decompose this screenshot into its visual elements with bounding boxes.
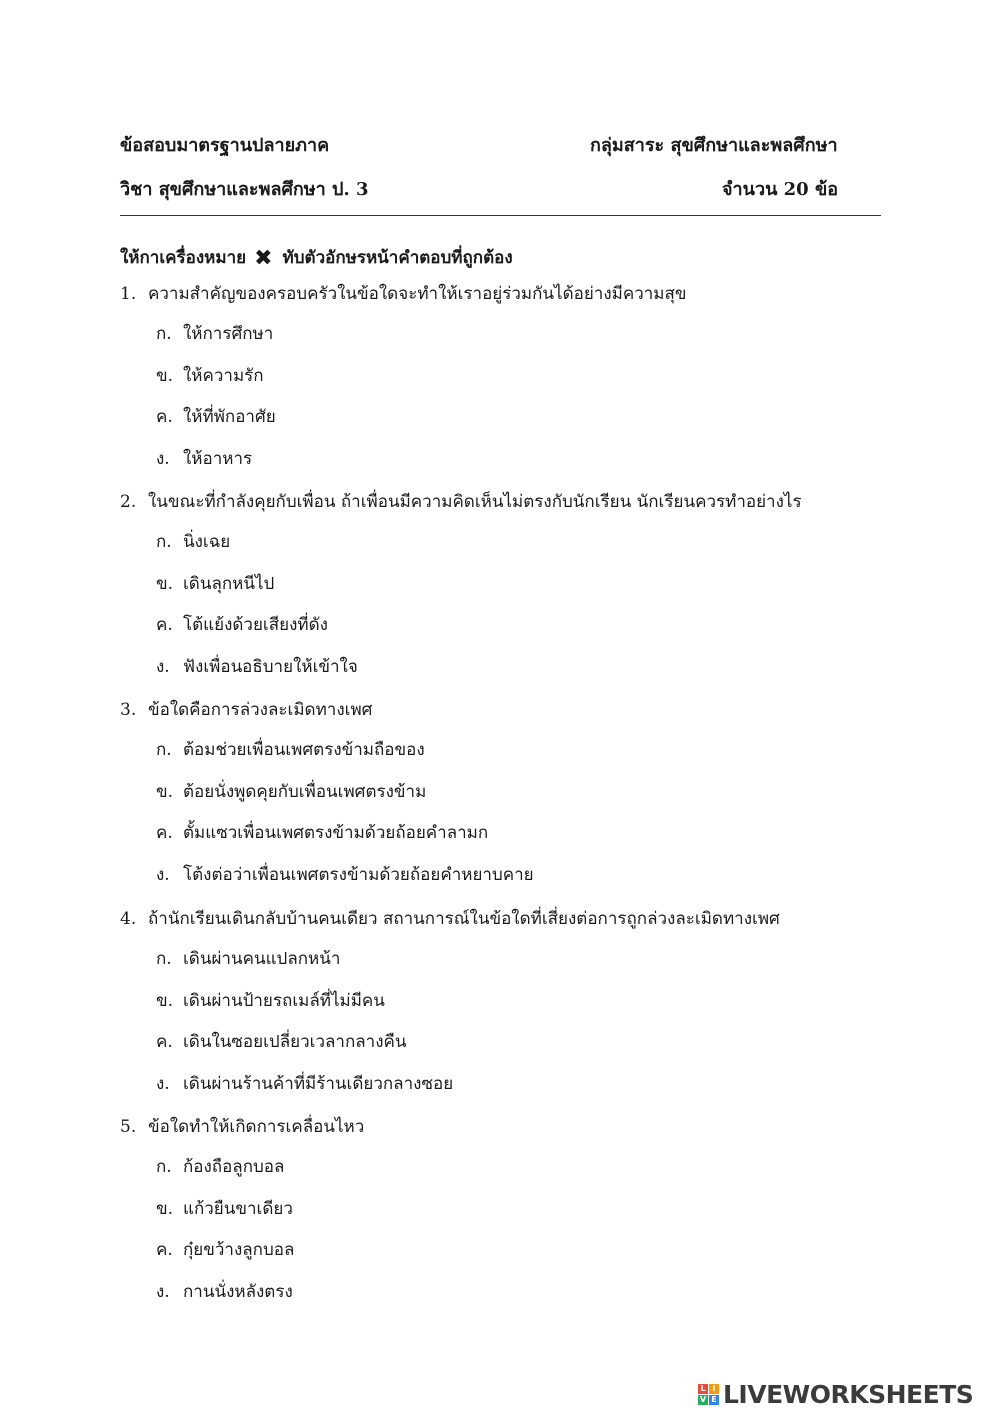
instruction-text-after: ทับตัวอักษรหน้าคำตอบที่ถูกต้อง: [282, 248, 513, 268]
option-text: โต้งต่อว่าเพื่อนเพศตรงข้ามด้วยถ้อยคำหยาบคาย: [183, 865, 534, 886]
option-text: เดินผ่านป้ายรถเมล์ที่ไม่มีคน: [183, 990, 385, 1011]
option-label: ข.: [156, 781, 174, 802]
question-text: ความสำคัญของครอบครัวในข้อใดจะทำให้เราอยู่ร่วมกันได้อย่างมีความสุข: [148, 284, 687, 304]
question-2: [120, 488, 802, 515]
instruction-text-before: ให้กาเครื่องหมาย: [120, 248, 247, 268]
option-text: เดินผ่านร้านค้าที่มีร้านเดียวกลางซอย: [183, 1074, 454, 1095]
option-label: ก.: [156, 532, 172, 552]
question-5-option-4[interactable]: [156, 1278, 293, 1305]
question-3-option-3[interactable]: [156, 819, 488, 846]
question-2-option-3[interactable]: [156, 611, 328, 638]
question-3-option-4[interactable]: [156, 861, 534, 888]
logo-letter-v: V: [699, 1394, 707, 1404]
option-label: ข.: [156, 365, 174, 386]
option-label: ค.: [156, 407, 173, 428]
question-1: [120, 280, 687, 307]
question-4-option-3[interactable]: [156, 1028, 407, 1055]
question-3: [120, 696, 372, 723]
logo-letter-i: I: [709, 1384, 719, 1394]
question-5-option-1[interactable]: [156, 1153, 284, 1180]
brand-name: LIVEWORKSHEETS: [723, 1379, 974, 1409]
option-text: ก้องถือลูกบอล: [183, 1157, 285, 1177]
question-2-option-2[interactable]: [156, 570, 274, 597]
question-2-option-4[interactable]: [156, 653, 358, 680]
option-text: ให้ความรัก: [183, 365, 264, 386]
option-label: ง.: [156, 1074, 170, 1095]
question-text: ในขณะที่กำลังคุยกับเพื่อน ถ้าเพื่อนมีความคิดเห็นไม่ตรงกับนักเรียน นักเรียนควรทำอย่างไร: [148, 492, 802, 512]
subject-grade: วิชา สุขศึกษาและพลศึกษา ป. 3: [120, 179, 369, 200]
option-text: เดินผ่านคนแปลกหน้า: [183, 949, 341, 969]
option-label: ง.: [156, 657, 170, 678]
logo-letter-l: L: [698, 1384, 708, 1394]
option-label: ก.: [156, 1157, 172, 1177]
option-label: ก.: [156, 740, 172, 760]
liveworksheets-logo: [698, 1378, 973, 1410]
option-label: ง.: [156, 449, 170, 470]
option-label: ก.: [156, 949, 172, 969]
option-text: เดินลุกหนีไป: [183, 573, 275, 594]
question-number: 3.: [120, 700, 137, 720]
question-number: 2.: [120, 492, 137, 512]
option-text: ฟังเพื่อนอธิบายให้เข้าใจ: [183, 657, 358, 678]
question-5-option-3[interactable]: [156, 1236, 294, 1263]
option-text: ต้อมช่วยเพื่อนเพศตรงข้ามถือของ: [183, 740, 425, 760]
question-1-option-3[interactable]: [156, 403, 276, 430]
option-text: แก้วยืนขาเดียว: [183, 1198, 293, 1219]
option-text: ต้อยนั่งพูดคุยกับเพื่อนเพศตรงข้าม: [183, 781, 427, 802]
question-1-option-4[interactable]: [156, 445, 252, 472]
option-label: ข.: [156, 573, 174, 594]
question-number: 5.: [120, 1117, 137, 1137]
question-count: จำนวน 20 ข้อ: [722, 179, 839, 200]
option-text: ให้การศึกษา: [183, 324, 274, 344]
logo-mark-icon: [698, 1384, 719, 1405]
option-text: ให้อาหาร: [183, 449, 253, 470]
question-2-option-1[interactable]: [156, 528, 230, 555]
question-4-option-4[interactable]: [156, 1070, 453, 1097]
option-label: ง.: [156, 1282, 170, 1303]
logo-letter-e: E: [709, 1395, 719, 1405]
question-number: 1.: [120, 284, 137, 304]
option-text: ตั้มแซวเพื่อนเพศตรงข้ามด้วยถ้อยคำลามก: [183, 823, 489, 844]
question-5-option-2[interactable]: [156, 1195, 293, 1222]
question-4: [120, 905, 780, 932]
question-4-option-1[interactable]: [156, 945, 340, 972]
option-text: เดินในซอยเปลี่ยวเวลากลางคืน: [183, 1032, 407, 1053]
question-3-option-2[interactable]: [156, 778, 426, 805]
option-label: ค.: [156, 823, 173, 844]
question-5: [120, 1113, 364, 1140]
question-text: ข้อใดคือการล่วงละเมิดทางเพศ: [148, 700, 373, 720]
question-3-option-1[interactable]: [156, 736, 425, 763]
option-label: ข.: [156, 1198, 174, 1219]
option-text: กุ๋ยขว้างลูกบอล: [183, 1240, 295, 1261]
option-label: ข.: [156, 990, 174, 1011]
option-text: ให้ที่พักอาศัย: [183, 407, 276, 428]
x-mark-icon: ✖: [254, 246, 273, 271]
question-text: ถ้านักเรียนเดินกลับบ้านคนเดียว สถานการณ์ในข้อใดที่เสี่ยงต่อการถูกล่วงละเมิดทางเพศ: [148, 909, 780, 929]
option-label: ค.: [156, 615, 173, 636]
option-label: ค.: [156, 1240, 173, 1261]
question-1-option-2[interactable]: [156, 362, 264, 389]
option-label: ก.: [156, 324, 172, 344]
option-label: ง.: [156, 865, 170, 886]
option-label: ค.: [156, 1032, 173, 1053]
question-number: 4.: [120, 909, 137, 929]
option-text: โต้แย้งด้วยเสียงที่ดัง: [183, 615, 328, 636]
option-text: นิ่งเฉย: [183, 532, 231, 552]
question-text: ข้อใดทำให้เกิดการเคลื่อนไหว: [148, 1117, 365, 1137]
question-1-option-1[interactable]: [156, 320, 273, 347]
option-text: กานนั่งหลังตรง: [183, 1282, 293, 1303]
exam-title: ข้อสอบมาตรฐานปลายภาค: [120, 135, 330, 156]
question-4-option-2[interactable]: [156, 987, 385, 1014]
subject-group: กลุ่มสาระ สุขศึกษาและพลศึกษา: [590, 135, 838, 156]
